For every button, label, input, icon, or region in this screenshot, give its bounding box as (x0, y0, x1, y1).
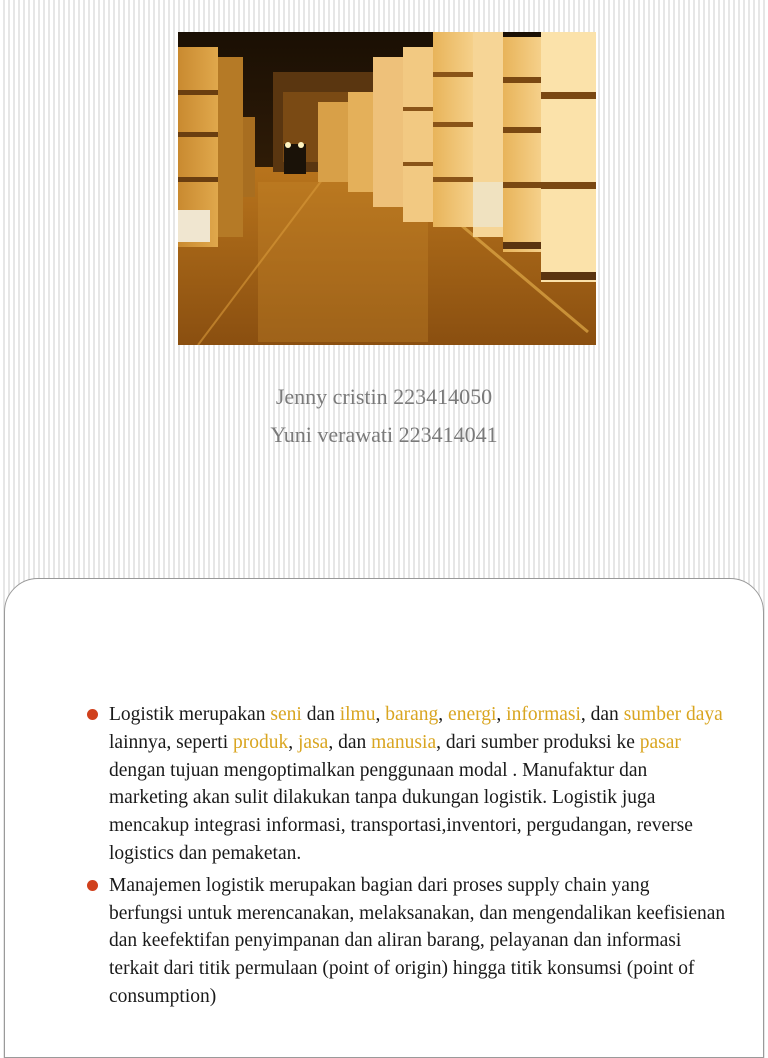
slide-content (4, 578, 764, 1058)
highlighted-term: informasi (506, 704, 581, 725)
bullet-dot-icon (87, 880, 98, 891)
highlighted-term: ilmu (339, 704, 376, 725)
highlighted-term: produk (233, 731, 289, 753)
author-list (0, 378, 768, 454)
author-name: Jenny cristin 223414050 (275, 384, 493, 409)
highlighted-term: seni (270, 704, 302, 725)
highlighted-term: energi (448, 704, 497, 725)
bullet-text: , dan (328, 731, 372, 753)
highlighted-term: barang (385, 704, 439, 725)
bullet-text: dan (301, 704, 340, 725)
bullet-text: , (288, 731, 298, 753)
highlighted-term: jasa (298, 731, 329, 753)
bullet-text: , (438, 704, 449, 725)
bullet-item (87, 701, 727, 868)
bullet-list (87, 701, 727, 1015)
highlighted-term: pasar (639, 731, 681, 753)
bullet-text: , (496, 704, 507, 725)
bullet-text: dengan tujuan mengoptimalkan penggunaan modal . Manufaktur dan marketing akan sulit dilakukan tanpa dukungan logistik. Logistik juga mencakup integrasi informasi, transportasi,inventori, pergudangan, reverse logistics dan pemaketan. (109, 759, 693, 864)
bullet-dot-icon (87, 709, 98, 720)
forklift (284, 142, 306, 174)
bullet-item (87, 872, 727, 1011)
author-name: Yuni verawati 223414041 (270, 422, 498, 447)
highlighted-term: manusia (371, 731, 437, 753)
bullet-text: , dari sumber produksi ke (436, 731, 640, 753)
bullet-text: Logistik merupakan (109, 704, 271, 725)
highlighted-term: sumber daya (623, 704, 723, 725)
bullet-text: , dan (580, 704, 624, 725)
warehouse-illustration (178, 32, 596, 345)
bullet-text: lainnya, seperti (109, 731, 233, 753)
warehouse-photo (178, 32, 596, 345)
bullet-text: , (375, 704, 386, 725)
bullet-text: Manajemen logistik merupakan bagian dari proses supply chain yang berfungsi untuk merencanakan, melaksanakan, dan mengendalikan keefisienan dan keefektifan penyimpanan dan aliran barang, pelayanan dan informasi terkait dari titik permulaan (point of origin) hingga titik konsumsi (point of consumption) (109, 874, 726, 1007)
